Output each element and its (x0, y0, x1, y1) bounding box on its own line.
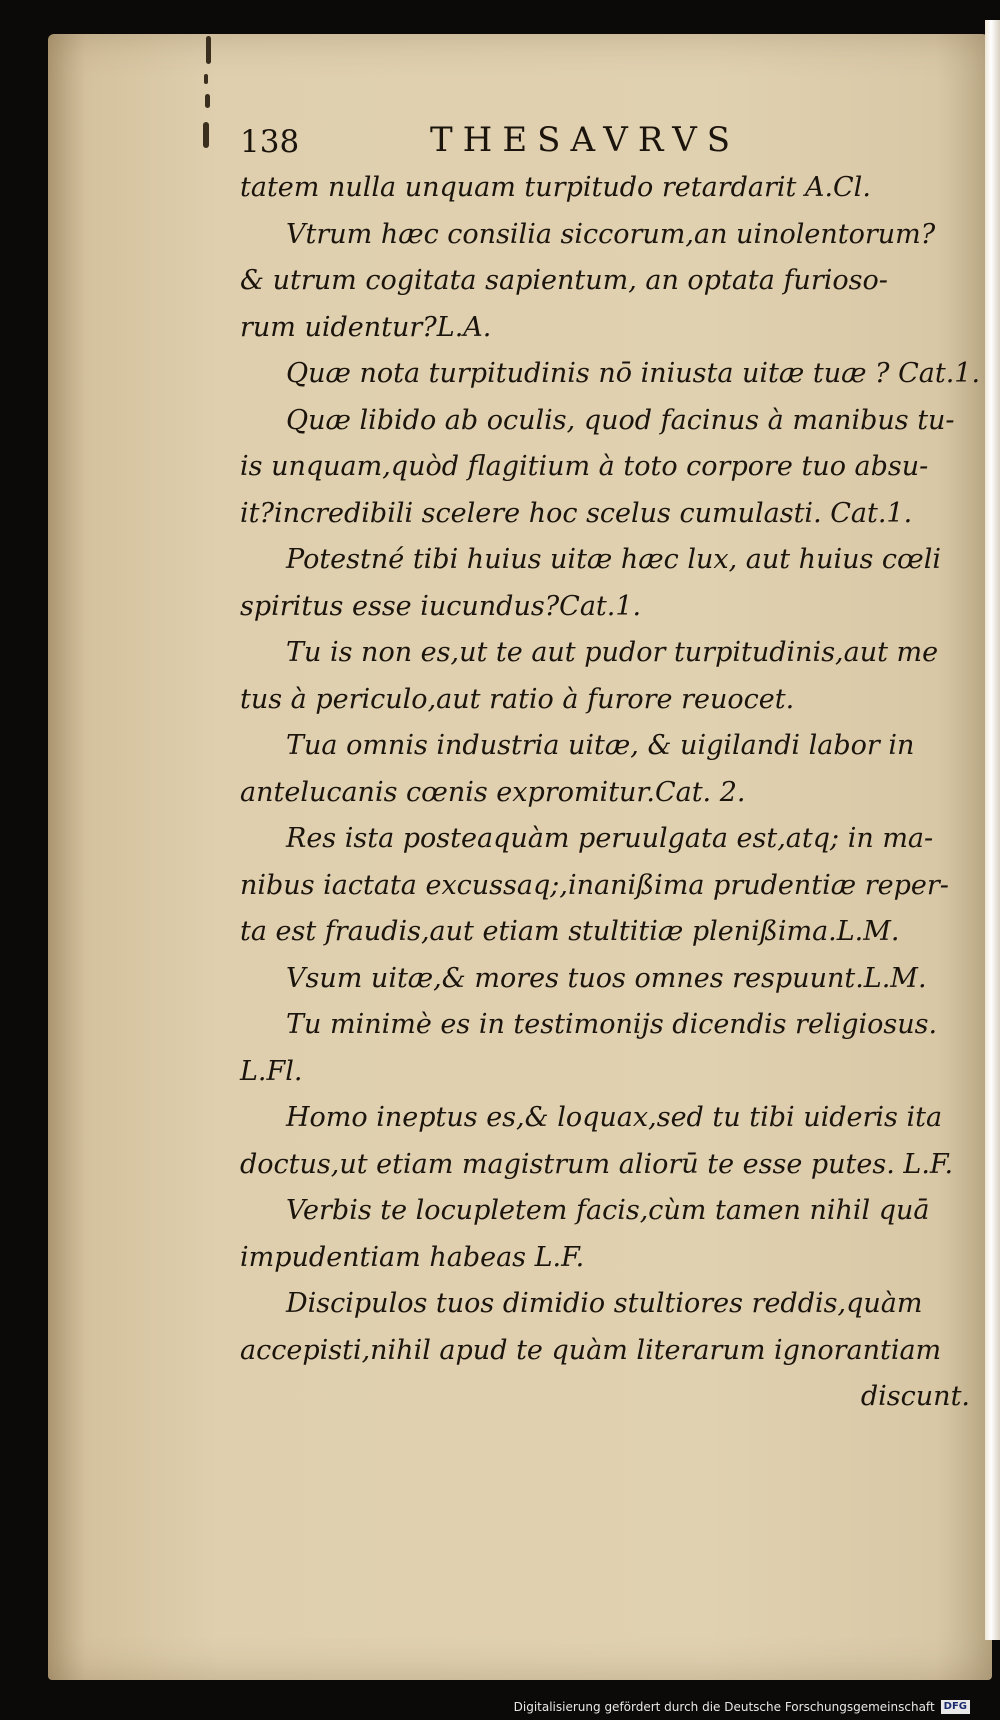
dfg-logo: DFG (941, 1700, 970, 1714)
text-line: Discipulos tuos dimidio stultiores reddis,quàm (286, 1288, 923, 1319)
text-line: it?incredibili scelere hoc scelus cumulasti. Cat.1. (240, 497, 913, 529)
text-line: antelucanis cœnis expromitur.Cat. 2. (240, 776, 746, 808)
text-line: tus à periculo,aut ratio à furore reuocet. (240, 683, 795, 715)
text-line: is unquam,quòd flagitium à toto corpore tuo absu- (240, 451, 929, 482)
text-line: accepisti,nihil apud te quàm literarum ignorantiam (240, 1334, 942, 1366)
text-line: Vsum uitæ,& mores tuos omnes respuunt.L.M. (286, 962, 927, 994)
page-edge (985, 20, 1000, 1640)
page-number: 138 (240, 124, 300, 160)
text-line: Vtrum hæc consilia siccorum,an uinolentorum? (286, 218, 936, 250)
text-line: spiritus esse iucundus?Cat.1. (240, 590, 642, 622)
text-line: Verbis te locupletem facis,cùm tamen nihil quā (286, 1195, 930, 1226)
text-line: Res ista posteaquàm peruulgata est,atq; in ma- (286, 823, 934, 854)
text-line: nibus iactata excussaq;,inanißima prudentiæ reper- (240, 869, 949, 901)
text-line: Quæ nota turpitudinis nō iniusta uitæ tuæ ? Cat.1. (286, 358, 981, 389)
text-line: tatem nulla unquam turpitudo retardarit A.Cl. (240, 172, 871, 203)
text-line: Tu minimè es in testimonijs dicendis religiosus. (286, 1009, 938, 1040)
text-line: Tua omnis industria uitæ, & uigilandi labor in (286, 730, 915, 761)
page-header (240, 120, 780, 168)
text-line: Tu is non es,ut te aut pudor turpitudinis,aut me (286, 637, 939, 668)
text-line: Quæ libido ab oculis, quod facinus à manibus tu- (286, 404, 955, 436)
text-line: L.Fl. (240, 1055, 303, 1087)
ink-stain (202, 36, 216, 146)
text-line: discunt. (860, 1381, 970, 1412)
text-line: ta est fraudis,aut etiam stultitiæ plenißima.L.M. (240, 916, 900, 947)
page-text (240, 165, 981, 1421)
digitization-credit (514, 1697, 970, 1717)
text-line: Potestné tibi huius uitæ hæc lux, aut huius cœli (286, 544, 942, 575)
credit-text: Digitalisierung gefördert durch die Deutsche Forschungsgemeinschaft (513, 1700, 935, 1714)
text-line: Homo ineptus es,& loquax,sed tu tibi uideris ita (286, 1102, 943, 1133)
text-line: impudentiam habeas L.F. (240, 1241, 585, 1273)
text-line: & utrum cogitata sapientum, an optata furioso- (240, 265, 888, 296)
text-line: doctus,ut etiam magistrum aliorū te esse putes. L.F. (240, 1148, 954, 1180)
text-line: rum uidentur?L.A. (240, 311, 492, 343)
running-head: THESAVRVS (430, 120, 741, 160)
